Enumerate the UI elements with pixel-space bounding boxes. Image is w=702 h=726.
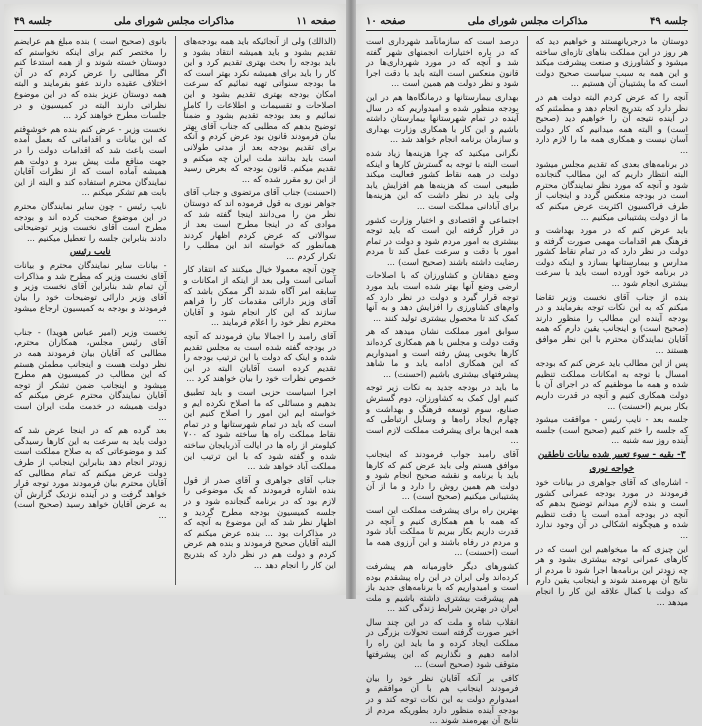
right-page-title: مذاکرات مجلس شورای ملی: [467, 15, 588, 27]
book-gutter: [346, 0, 356, 599]
left-page-number: صفحه ۱۱: [296, 15, 336, 27]
paragraph: نخست وزیر - عرض کنم بنده هم خوشوقتم که این بیانات و اقداماتی که بعمل آمده است باعث شد که اقدامات دولت را در جهت منافع ملت پیش ببرد و دولت هم همیشه آماده است که از نظرات آقایان نمایندگان محترم استفاده کند و البته از این بابت هم تشکر میکنم ...: [14, 123, 167, 198]
left-page: [4, 4, 346, 595]
right-page-header: [366, 12, 688, 31]
right-page-session: جلسه ۴۹: [649, 15, 688, 27]
paragraph: - اشاره‌ای که آقای جواهری در بیانات خود فرمودند در مورد بودجه عمرانی کشور است و بنده لازم میدانم توضیح بدهم که آنچه در بودجه آمده است با دقت تنظیم شده و هیچگونه اشکالی در آن وجود ندارد ...: [535, 476, 688, 540]
paragraph: آقای رامبد جواب فرمودند که اینجانب موافق هستم ولی باید عرض کنم که کارها باید با برنامه و نقشه صحیح انجام شود و دولت هم همین روش را دارد و ما از آن پشتیبانی میکنیم (صحیح است) ...: [366, 448, 519, 502]
paragraph: بهترین راه برای پیشرفت مملکت این است که همه با هم همکاری کنیم و آنچه در قدرت داریم بکار ببریم تا مملکت آباد شود و مردم در رفاه باشند و این آرزوی همه ما است (احسنت) ...: [366, 504, 519, 558]
right-page: [356, 4, 698, 726]
paragraph: اجتماعی و اقتصادی و اختیار وزارت کشور در قرار گرفته این است که باید توجه بیشتری به امور مردم شود و دولت در تمام امور با دقت و سرعت عمل کند تا مردم رضایت داشته باشند (صحیح است) ...: [366, 214, 519, 267]
paragraph: (الذالك) ولی از آنجائیکه باید همه بودجه‌های تقدیم بشود و باید همیشه انتقاد بشود و باید بودجه را بحث بهتری تقدیم کرد و این کار را باید برای همیشه نکرد بهتر است که ما بودجه سنواتی تهیه نمائیم که سرعت امکان بودجه بهتری تقدیم بشود و این اصلاحات و تقسیمات و اطلاعات را کامل نمائیم و بعد بودجه تقدیم بشود و ضمناً توضیح بدهم که مطلبی که جناب آقای بهتر بیان فرمودند قانون بود عرض کردم و آنکه برای تقدیم بودجه بعد از مدتی طولانی است باید بدانند ملت ایران چه میکنم و تقدیم میکنم. قانون بودجه که بعرض رسید از این رو مقرر شده که ...: [183, 36, 336, 184]
left-page-header: [14, 12, 336, 31]
paragraph: کافی بر آنکه آقایان نظر خود را بیان فرمودند اینجانب هم با آن موافقم و امیدوارم دولت به این نکات توجه کند و در بودجه آینده منظور دارد بطوریکه مردم از نتایج آن بهره‌مند شوند ...: [366, 672, 519, 726]
paragraph: اجرا اسیاست حزبی است و باید تطبیق بدهیم و مسائلی که ما اصلاح نکرده ایم و خواسته ایم این امور را اصلاح کنیم این است که باید در تمام شهرستانها و در تمام نقاط مملکت راه ها ساخته شود که ۷۰۰ کیلومتر از راه ها در ایالت آذربایجان ساخته شده و گفته شود که با این ترتیب این مملکت آباد خواهد شد ...: [183, 387, 336, 472]
text-column: [366, 36, 519, 726]
paragraph: آقای رامبد را اجمالا بیان فرمودند که آنچه در بودجه گفته شده است به مجلس تقدیم شده و اینک که دولت با این ترتیب بودجه را تقدیم کرده است آقایان البته در این خصوص نظرات خود را بیان خواهند کرد ...: [183, 331, 336, 384]
speaker-heading: نایب رئیس: [69, 247, 111, 258]
paragraph: بنده از جناب آقای نخست وزیر تقاضا میکنم که به این نکات توجه بفرمایند و در بودجه آینده این مطالب را منظور دارند (صحیح است) و اینجانب یقین دارم که همه آقایان نمایندگان محترم با این نظر موافق هستند ...: [535, 291, 688, 355]
right-page-number: صفحه ۱۰: [366, 15, 406, 27]
left-page-title: مذاکرات مجلس شورای ملی: [114, 15, 235, 27]
speaker-heading: خواجه نوری: [589, 463, 635, 474]
speaker-heading: ۳- بقیه - سوء تعبیر شده بیانات ناطقین: [537, 449, 686, 460]
paragraph: نایب رئیس - چون سایر نمایندگان محترم در این موضوع صحبت کرده اند و بودجه مطرح است آقای نخست وزیر توضیحاتی دادند بنابراین جلسه را تعطیل میکنیم ...: [14, 200, 167, 243]
paragraph: جلسه بعد - نایب رئیس - موافقت میشود که جلسه را ختم کنیم (صحیح است) جلسه آینده روز سه شنبه ...: [535, 414, 688, 446]
column-rule: [175, 36, 176, 585]
paragraph: بعد گرده هم که در اینجا عرض شد که دولت باید به سرعت به این کارها رسیدگی کند و موضوعاتی که به صلاح مملکت است زودتر انجام دهد بنابراین اینجانب از طرف دولت عرض میکنم که تمام مطالبی که آقایان محترم بیان فرمودند مورد توجه قرار خواهد گرفت و در آینده نزدیک گزارش آن به عرض آقایان خواهد رسید (صحیح است) ...: [14, 425, 167, 520]
text-column: [184, 36, 337, 585]
text-column: [535, 36, 689, 607]
paragraph: (احسنت) جناب آقای مرتضوی و جناب آقای جواهر نوری به قول فرموده اند که دوستان نظر من را می‌دانند اینجا گفته شد که موادی که در اینجا مطرح است بعد از سوالاتی که عرض کردم اظهار کردند همانطور که خواسته اند این مطلب را تکرار کردم ...: [183, 187, 336, 261]
paragraph: در برنامه‌های بعدی که تقدیم مجلس میشود البته انتظار داریم که این مطالب گنجانده شود و آنچه که مورد نظر نمایندگان محترم است در بودجه منعکس گردد و اینجانب از طرف فراکسیون اکثریت عرض میکنم که ما از دولت پشتیبانی میکنیم ...: [535, 158, 688, 222]
paragraph: انقلاب شاه و ملت که در این چند سال اخیر صورت گرفته است تحولات بزرگی در مملکت ایجاد کرده و ما باید این راه را ادامه دهیم و نگذاریم که این پیشرفتها متوقف شود (صحیح است) ...: [366, 616, 519, 670]
paragraph: بانوی (صحیح است ) بنده مبلغ هم عرایضم را مختصر کنم برای اینکه نخواستم که دوستان خسته شوند و از همه استدعا کنم اگر مطالبی را عرض کردم که در آن اختلاف عقیده دارند عفو بفرمایند و البته همه دوستان عزیز بنده که در این موضوع نظراتی دارند البته در کمیسیون و در جلسات مطرح خواهند کرد ...: [14, 36, 167, 121]
paragraph: نگرانی میکنید که چرا هزینه‌ها زیاد شده است البته با توجه به گسترش کارها و اینکه دولت در همه نقاط کشور فعالیت میکند طبیعی است که هزینه‌ها هم افزایش یابد ولی باید در نظر داشت که این هزینه‌ها برای آبادانی مملکت است ...: [366, 147, 519, 211]
paragraph: بهداری بیمارستانها و درمانگاه‌ها هم در این بودجه منظور شده و امیدواریم که در سال آینده در تمام شهرستانها بیمارستان داشته باشیم و این کار با همکاری وزارت بهداری و سازمان برنامه انجام خواهد شد ...: [366, 91, 519, 145]
paragraph: جناب آقای جواهری و آقای صدر از قول بنده اشاره فرمودند که یک موضوعی را لازم بود که در برنامه گنجانده شود و در جلسه کمیسیون بودجه مطرح گردید و اظهار نظر شد که این موضوع به آنچه که در مذاکرات بود ... بنده عرض میکنم که البته آقایان صحیح فرمودند و بنده هم عرض کردم و دولت هم در نظر دارد که بتدریج این کار را انجام دهد ...: [183, 474, 336, 570]
paragraph: ما باید در بودجه جدید به نکات زیر توجه کنیم اول کمک به کشاورزان، دوم گسترش صنایع، سوم توسعه فرهنگ و بهداشت و چهارم ایجاد راه‌ها و وسایل ارتباطی که همه این‌ها برای پیشرفت مملکت لازم است ...: [366, 382, 519, 446]
left-page-body: [14, 36, 336, 585]
text-column: [14, 36, 167, 585]
paragraph: آنچه را که عرض کردم البته دولت هم در نظر دارد که بتدریج انجام دهد و مطمئنم که در آینده نتیجه آن را خواهیم دید (صحیح است) و البته همه میدانیم که کار دولت آسان نیست و همکاری همه ما را لازم دارد ...: [535, 91, 688, 155]
paragraph: سوابق امور مملکت نشان میدهد که هر وقت دولت و مجلس با هم همکاری کرده‌اند کارها بخوبی پیش رفته است و امیدواریم که این همکاری ادامه یابد و ما شاهد پیشرفتهای بیشتری باشیم (احسنت) ...: [366, 326, 519, 379]
paragraph: کشورهای دیگر خاورمیانه هم پیشرفت کرده‌اند ولی ایران در این راه پیشقدم بوده است و امیدواریم که با برنامه‌های جدید باز هم پیشرفت بیشتری داشته باشیم و ملت ایران در بهترین شرایط زندگی کند ...: [366, 560, 519, 614]
column-rule: [527, 36, 528, 585]
paragraph: - بیانات سایر نمایندگان محترم و بیانات آقای نخست وزیر که مطرح شد و مذاکرات آن تمام شد بنابراین آقای نخست وزیر و آقای وزیر دارائی توضیحات خود را بیان فرمودند و بودجه به کمیسیون ارجاع میشود ...: [14, 260, 167, 324]
paragraph: این چیزی که ما میخواهیم این است که در کارهای عمرانی توجه بیشتری بشود و هر چه زودتر این برنامه‌ها اجرا شود تا مردم از نتایج آن بهره‌مند شوند و اینجانب یقین دارم که دولت با کمال علاقه این کار را انجام میدهد ...: [535, 543, 688, 607]
paragraph: چون آنچه معمولا خیال میکنند که انتقاد کار آسانی است ولی بعد از اینکه از امکانات و سابقه امر آگاه شدند اگر ممکن باشد که آقای وزیر دارائی مقدمات کار را فراهم سازند که این کار انجام شود و آقایان محترم نظر خود را اعلام فرمایند ...: [183, 264, 336, 328]
paragraph: وضع دهقانان و کشاورزان که با اصلاحات ارضی وضع آنها بهتر شده است باید مورد توجه قرار گیرد و دولت در نظر دارد که وام‌های کشاورزی را افزایش دهد و به آنها کمک کند تا محصول بیشتری تولید کنند ...: [366, 270, 519, 323]
paragraph: پس از این مطالب باید عرض کنم که بودجه امسال با توجه به امکانات مملکت تنظیم شده و همه ما موظفیم که در اجرای آن با دولت همکاری کنیم و آنچه در قدرت داریم بکار ببریم (احسنت) ...: [535, 358, 688, 411]
left-page-session: جلسه ۴۹: [14, 15, 53, 27]
paragraph: دوستان ما درجریانهستند و خواهیم دید که هر روز در این مملکت بناهای تازه‌ای ساخته میشود و کشاورزی و صنعت پیشرفت میکند و این همه به سبب سیاست صحیح دولت است که ما پشتیبان آن هستیم ...: [535, 36, 688, 89]
paragraph: نخست وزیر (امیر عباس هویدا) - جناب آقای رئیس مجلس، همکاران محترم، مطالبی که آقایان بیان فرمودند همه در نظر دولت هست و اینجانب مطمئن هستم که این مطالب در کمیسیون هم مطرح میشود و اینجانب ضمن تشکر از توجه آقایان نمایندگان محترم عرض میکنم که دولت همیشه در خدمت ملت ایران است ...: [14, 326, 167, 422]
paragraph: باید عرض کنم که در مورد بهداشت و فرهنگ هم اقدامات مهمی صورت گرفته و دولت در نظر دارد که در تمام نقاط کشور مدارس و بیمارستانها بسازد و اینکه دولت در برنامه خود آورده است باید با سرعت بیشتری انجام شود ...: [535, 225, 688, 289]
paragraph: درصد است که سازمانآمد شهرداری است که در باره اختیارات انجمنهای شهر گفته شد و آنچه که در مورد شهرداری‌ها در قانون منعکس است البته باید با دقت اجرا شود و نظر دولت هم همین است ...: [366, 36, 519, 89]
right-page-body: [366, 36, 688, 726]
